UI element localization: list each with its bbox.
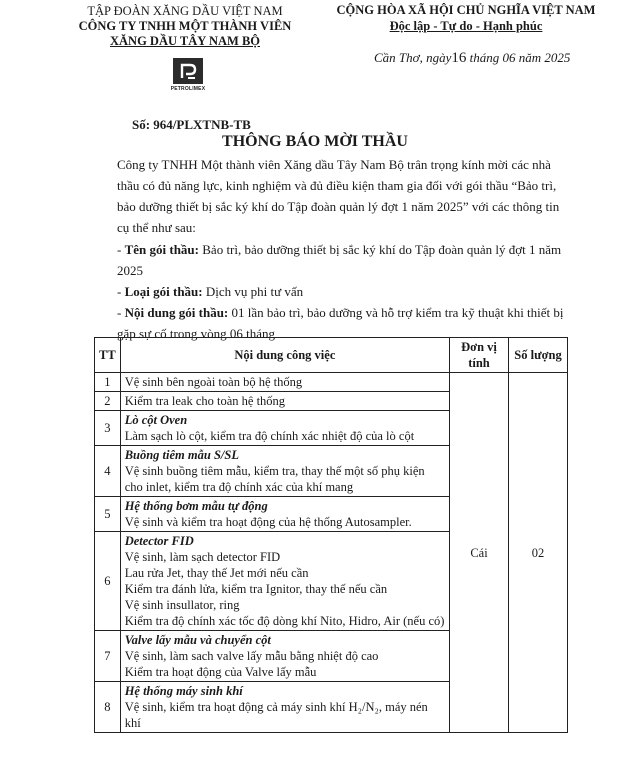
document-title: THÔNG BÁO MỜI THẦU <box>222 133 408 150</box>
header-content: Nội dung công việc <box>120 338 449 373</box>
row-number: 2 <box>95 392 121 411</box>
logo-icon <box>173 58 203 84</box>
row-title: Hệ thống máy sinh khí <box>124 684 243 698</box>
work-table <box>94 337 568 733</box>
header-tt: TT <box>95 338 121 373</box>
bullet-text: Dịch vụ phi tư vấn <box>202 284 304 299</box>
row-line: Kiểm tra độ chính xác tốc độ dòng khí Nito, Hidro, Air (nếu có) <box>124 614 445 628</box>
quantity-cell: 02 <box>509 373 568 733</box>
row-line: Lau rửa Jet, thay thế Jet mới nếu cần <box>124 566 309 580</box>
national-title: CỘNG HÒA XÃ HỘI CHỦ NGHĨA VIỆT NAM <box>336 3 596 17</box>
row-line: Kiểm tra leak cho toàn hệ thống <box>124 394 286 408</box>
row-content <box>120 392 449 411</box>
row-line: Vệ sinh bên ngoài toàn bộ hệ thống <box>124 375 303 389</box>
bullet-package-name: - Tên gói thầu: Bảo trì, bảo dưỡng thiết bị sắc ký khí do Tập đoàn quản lý đợt 1 năm 2025 <box>117 242 562 278</box>
row-line: Kiểm tra hoạt động của Valve lấy mẫu <box>124 665 317 679</box>
row-line: Làm sạch lò cột, kiểm tra độ chính xác nhiệt độ của lò cột <box>124 429 415 443</box>
bullet-label: Tên gói thầu: <box>124 242 199 257</box>
intro-body: Công ty TNHH Một thành viên Xăng dầu Tây Nam Bộ trân trọng kính mời các nhà thầu có đủ năng lực, kinh nghiệm và đủ điều kiện tham gia đối với gói thầu “Bảo trì, bảo dưỡng thiết bị sắc ký khí do Tập đoàn quản lý đợt 1 năm 2025” với các thông tin cụ thể như sau: <box>117 157 560 235</box>
row-line: Vệ sinh, làm sạch detector FID <box>124 550 281 564</box>
bullet-list <box>117 239 572 344</box>
intro-text <box>117 154 572 238</box>
header-unit: Đơn vị tính <box>450 338 509 373</box>
row-title: Valve lấy mẫu và chuyển cột <box>124 633 271 647</box>
petrolimex-logo <box>168 58 208 92</box>
national-motto: Độc lập - Tự do - Hạnh phúc <box>389 19 543 33</box>
unit-cell: Cái <box>450 373 509 733</box>
row-title: Detector FID <box>124 534 194 548</box>
row-content <box>120 497 449 532</box>
table-header-row <box>95 338 568 373</box>
place-date <box>374 50 570 67</box>
row-content <box>120 532 449 631</box>
logo-mark-icon <box>173 58 203 84</box>
table-row <box>95 373 568 392</box>
logo-text: PETROLIMEX <box>170 86 206 92</box>
row-line: Vệ sinh, kiểm tra hoạt động cả máy sinh khí H₂/N₂, máy nén khí <box>124 700 428 730</box>
document-number: Số: 964/PLXTNB-TB <box>132 117 251 132</box>
row-title: Hệ thống bơm mẫu tự động <box>124 499 268 513</box>
bullet-text: Bảo trì, bảo dưỡng thiết bị sắc ký khí do Tập đoàn quản lý đợt 1 năm 2025 <box>117 242 562 278</box>
header-qty: Số lượng <box>509 338 568 373</box>
bullet-text: 01 lần bảo trì, bảo dưỡng và hỗ trợ kiểm tra kỹ thuật khi thiết bị gặp sự cố trong vòng 06 tháng <box>117 305 564 341</box>
national-header <box>316 2 616 34</box>
date-prefix: Cần Thơ, ngày <box>374 50 452 65</box>
date-suffix: tháng 06 năm 2025 <box>466 50 571 65</box>
row-number: 8 <box>95 682 121 733</box>
row-content <box>120 373 449 392</box>
row-number: 1 <box>95 373 121 392</box>
issuer-group: TẬP ĐOÀN XĂNG DẦU VIỆT NAM <box>87 4 283 18</box>
row-line: Vệ sinh insullator, ring <box>124 598 240 612</box>
row-number: 3 <box>95 411 121 446</box>
row-number: 6 <box>95 532 121 631</box>
row-line: Vệ sinh và kiểm tra hoạt động của hệ thống Autosampler. <box>124 515 412 529</box>
row-content <box>120 411 449 446</box>
row-line: Kiểm tra đánh lửa, kiểm tra Ignitor, thay thế nếu cần <box>124 582 388 596</box>
row-line: Vệ sinh buồng tiêm mẫu, kiểm tra, thay thế một số phụ kiện cho inlet, kiểm tra độ chính xác của khí mang <box>124 464 425 494</box>
row-number: 5 <box>95 497 121 532</box>
date-day: 16 <box>451 50 467 66</box>
row-number: 7 <box>95 631 121 682</box>
issuer-company-name: XĂNG DẦU TÂY NAM BỘ <box>110 34 260 48</box>
row-number: 4 <box>95 446 121 497</box>
row-title: Lò cột Oven <box>124 413 188 427</box>
bullet-label: Loại gói thầu: <box>124 284 203 299</box>
bullet-package-content: - Nội dung gói thầu: 01 lần bảo trì, bảo dưỡng và hỗ trợ kiểm tra kỹ thuật khi thiết bị gặp sự cố trong vòng 06 tháng <box>117 305 564 341</box>
row-line: Vệ sinh, làm sach valve lấy mẫu bằng nhiệt độ cao <box>124 649 379 663</box>
row-content <box>120 682 449 733</box>
bullet-package-type: - Loại gói thầu: Dịch vụ phi tư vấn <box>117 284 304 299</box>
bullet-label: Nội dung gói thầu: <box>124 305 229 320</box>
issuer-header <box>60 4 310 49</box>
row-content <box>120 631 449 682</box>
intro-paragraph <box>117 154 572 238</box>
issuer-company: CÔNG TY TNHH MỘT THÀNH VIÊN <box>78 19 292 33</box>
row-content <box>120 446 449 497</box>
row-title: Buồng tiêm mẫu S/SL <box>124 448 239 462</box>
